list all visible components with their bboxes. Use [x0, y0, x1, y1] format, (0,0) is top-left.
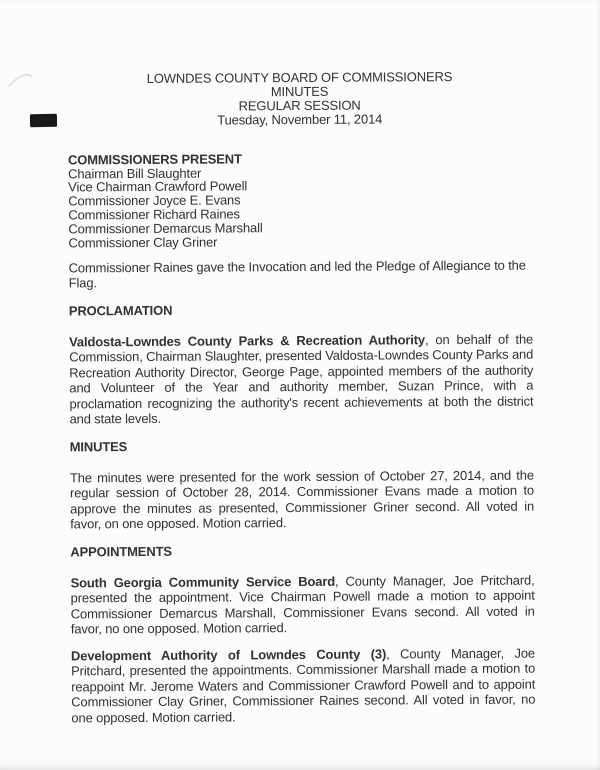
attendee: Vice Chairman Crawford Powell [68, 178, 248, 195]
attendee: Commissioner Clay Griner [68, 234, 218, 251]
proclamation-bold-lead: Valdosta-Lowndes County Parks & Recreation Authority [69, 332, 426, 350]
section-heading-minutes: MINUTES [69, 439, 128, 455]
appointment-2-bold-lead: Development Authority of Lowndes County (3) [70, 646, 387, 664]
doc-subtitle-session: REGULAR SESSION [238, 97, 361, 114]
doc-subtitle-minutes: MINUTES [270, 83, 329, 100]
appointment-paragraph-2 [71, 646, 535, 726]
section-heading-proclamation: PROCLAMATION [68, 302, 173, 319]
section-heading-appointments: APPOINTMENTS [70, 543, 172, 560]
doc-date: Tuesday, November 11, 2014 [217, 111, 383, 128]
proclamation-text: , on behalf of the Commission, Chairman Slaughter, presented Valdosta-Lowndes County Parks and Recreation Authority Director, George Page, appointed members of the authority and Volunteer of the Year and authority member, Suzan Prince, with a proclamation recognizing the authority's recent achievements at both the district and state levels. [69, 331, 534, 427]
minutes-text: The minutes were presented for the work session of October 27, 2014, and the regular session of October 28, 2014. Commissioner Evans made a motion to approve the minutes as presented, Commissioner Griner second. All voted in favor, on one opposed. Motion carried. [69, 467, 535, 532]
attendee: Commissioner Joyce E. Evans [68, 192, 241, 209]
appointment-1-text: , County Manager, Joe Pritchard, presented the appointment. Vice Chairman Powell made a motion to appoint Commissioner Demarcus Marshall, Commissioner Evans second. All voted in favor, no one opposed. Motion carried. [70, 572, 535, 637]
invocation-line: Commissioner Raines gave the Invocation and led the Pledge of Allegiance to the Flag. [68, 257, 526, 291]
minutes-paragraph [70, 468, 534, 533]
appointment-1-bold-lead: South Georgia Community Service Board [70, 573, 336, 591]
proclamation-paragraph [69, 332, 534, 428]
document-header [67, 70, 531, 128]
appointment-paragraph-1 [71, 573, 535, 638]
appointment-2-text: , County Manager, Joe Pritchard, presented the appointments. Commissioner Marshall made a motion to reappoint Mr. Jerome Waters and Commissioner Crawford Powell and to appoint Commissioner Clay Griner, Commissioner Raines second. All voted in favor, no one opposed. Motion carried. [71, 645, 536, 726]
attendance-heading: COMMISSIONERS PRESENT [67, 150, 242, 168]
attendance-section [68, 150, 533, 250]
doc-title: LOWNDES COUNTY BOARD OF COMMISSIONERS [146, 69, 453, 86]
attendee: Commissioner Richard Raines [68, 206, 240, 223]
attendee: Commissioner Demarcus Marshall [68, 220, 263, 237]
attendee: Chairman Bill Slaughter [68, 165, 202, 181]
